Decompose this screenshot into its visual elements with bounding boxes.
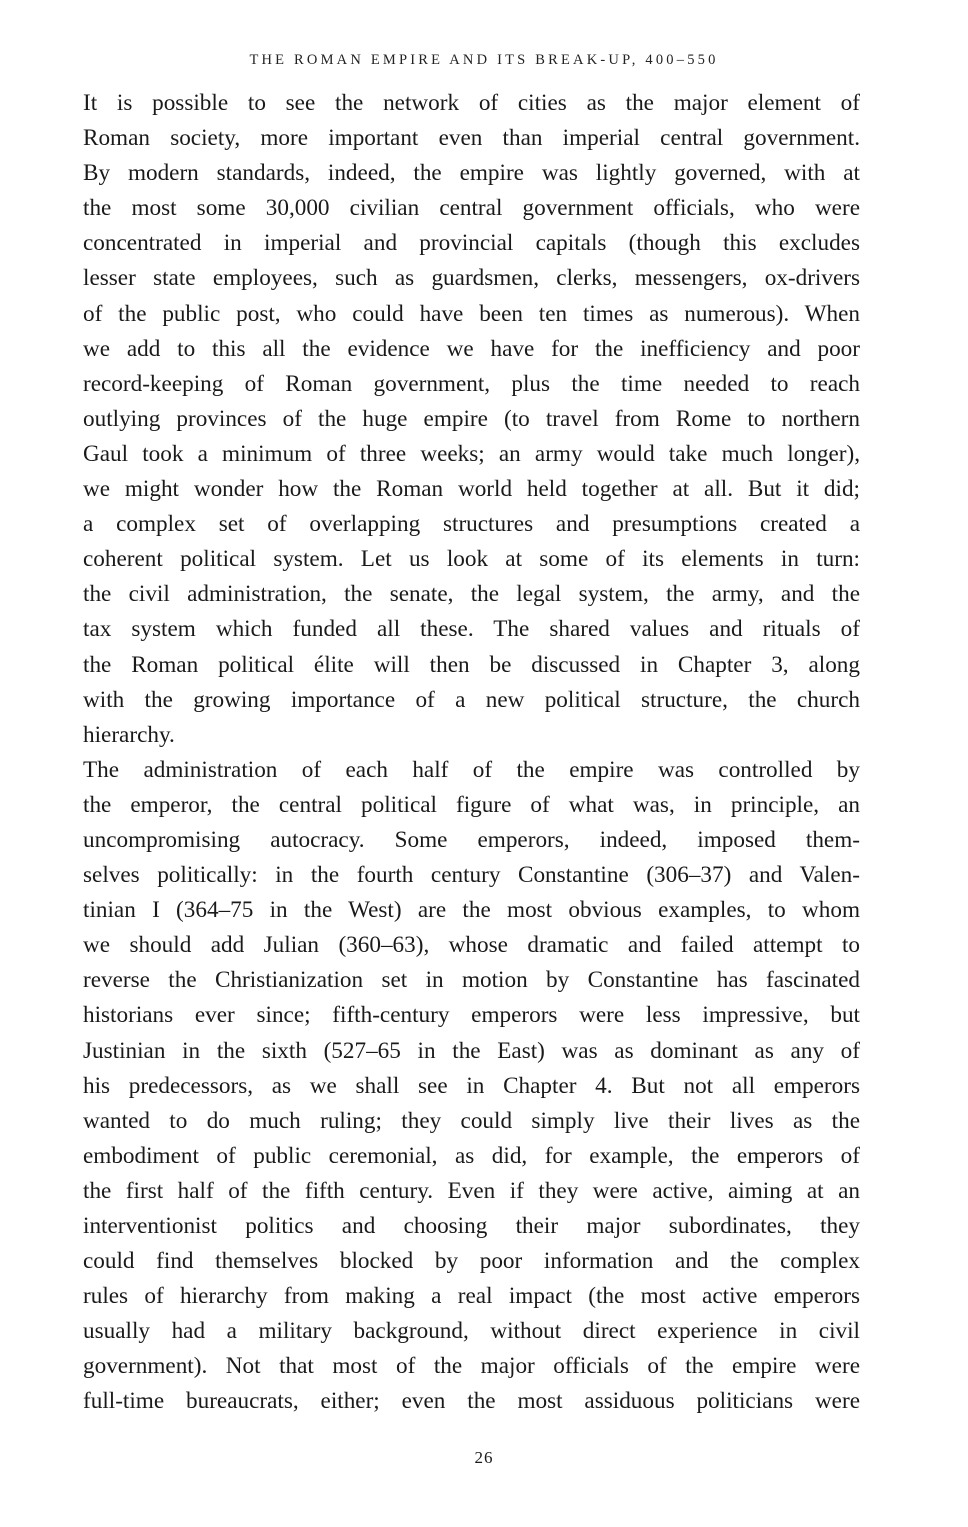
text-line: reverse the Christianization set in motion by Constantine has fascinated	[83, 967, 860, 994]
text-line: the Roman political élite will then be discussed in Chapter 3, along	[83, 651, 860, 678]
paragraph	[83, 753, 860, 1420]
text-line: The administration of each half of the empire was controlled by	[83, 756, 860, 783]
text-line: the emperor, the central political figure of what was, in principle, an	[83, 791, 860, 818]
page-number: 26	[474, 1448, 494, 1467]
paragraph	[83, 86, 860, 753]
text-line: we should add Julian (360–63), whose dramatic and failed attempt to	[83, 932, 860, 959]
text-line: the most some 30,000 civilian central government officials, who were	[83, 195, 860, 222]
text-line: It is possible to see the network of cities as the major element of	[83, 90, 860, 116]
text-line: record-keeping of Roman government, plus the time needed to reach	[83, 370, 860, 397]
text-line: of the public post, who could have been ten times as numerous). When	[83, 300, 860, 327]
text-line: we might wonder how the Roman world held together at all. But it did;	[83, 476, 860, 503]
text-line: hierarchy.	[83, 721, 175, 748]
text-line: Justinian in the sixth (527–65 in the East) was as dominant as any of	[83, 1037, 860, 1064]
text-line: By modern standards, indeed, the empire was lightly governed, with at	[83, 160, 860, 187]
text-line: the civil administration, the senate, the legal system, the army, and the	[83, 581, 860, 608]
text-line: the first half of the fifth century. Even if they were active, aiming at an	[83, 1177, 860, 1204]
body-text	[83, 86, 860, 1420]
text-line: concentrated in imperial and provincial capitals (though this excludes	[83, 230, 860, 257]
text-line: a complex set of overlapping structures and presumptions created a	[83, 511, 860, 538]
text-line: Roman society, more important even than imperial central government.	[83, 125, 860, 152]
text-line: selves politically: in the fourth century Constantine (306–37) and Valen-	[83, 862, 860, 889]
text-line: outlying provinces of the huge empire (to travel from Rome to northern	[83, 405, 860, 432]
text-line: usually had a military background, without direct experience in civil	[83, 1318, 860, 1345]
text-line: uncompromising autocracy. Some emperors, indeed, imposed them-	[83, 826, 860, 853]
text-line: we add to this all the evidence we have for the inefficiency and poor	[83, 335, 860, 362]
text-line: Gaul took a minimum of three weeks; an army would take much longer),	[83, 440, 860, 467]
text-line: lesser state employees, such as guardsmen, clerks, messengers, ox-drivers	[83, 265, 860, 292]
text-line: historians ever since; fifth-century emperors were less impressive, but	[83, 1002, 860, 1029]
text-line: coherent political system. Let us look at some of its elements in turn:	[83, 546, 860, 573]
text-line: wanted to do much ruling; they could simply live their lives as the	[83, 1107, 860, 1134]
text-line: with the growing importance of a new political structure, the church	[83, 686, 860, 713]
text-line: full-time bureaucrats, either; even the most assiduous politicians were	[83, 1388, 860, 1415]
text-line: interventionist politics and choosing their major subordinates, they	[83, 1213, 860, 1239]
text-line: rules of hierarchy from making a real impact (the most active emperors	[83, 1283, 860, 1310]
text-line: tax system which funded all these. The shared values and rituals of	[83, 616, 860, 643]
text-line: his predecessors, as we shall see in Chapter 4. But not all emperors	[83, 1072, 860, 1099]
text-line: embodiment of public ceremonial, as did, for example, the emperors of	[83, 1142, 860, 1169]
running-header: THE ROMAN EMPIRE AND ITS BREAK-UP, 400–550	[249, 52, 719, 68]
text-line: could find themselves blocked by poor information and the complex	[83, 1248, 860, 1275]
text-line: tinian I (364–75 in the West) are the most obvious examples, to whom	[83, 897, 860, 924]
text-line: government). Not that most of the major officials of the empire were	[83, 1353, 860, 1380]
